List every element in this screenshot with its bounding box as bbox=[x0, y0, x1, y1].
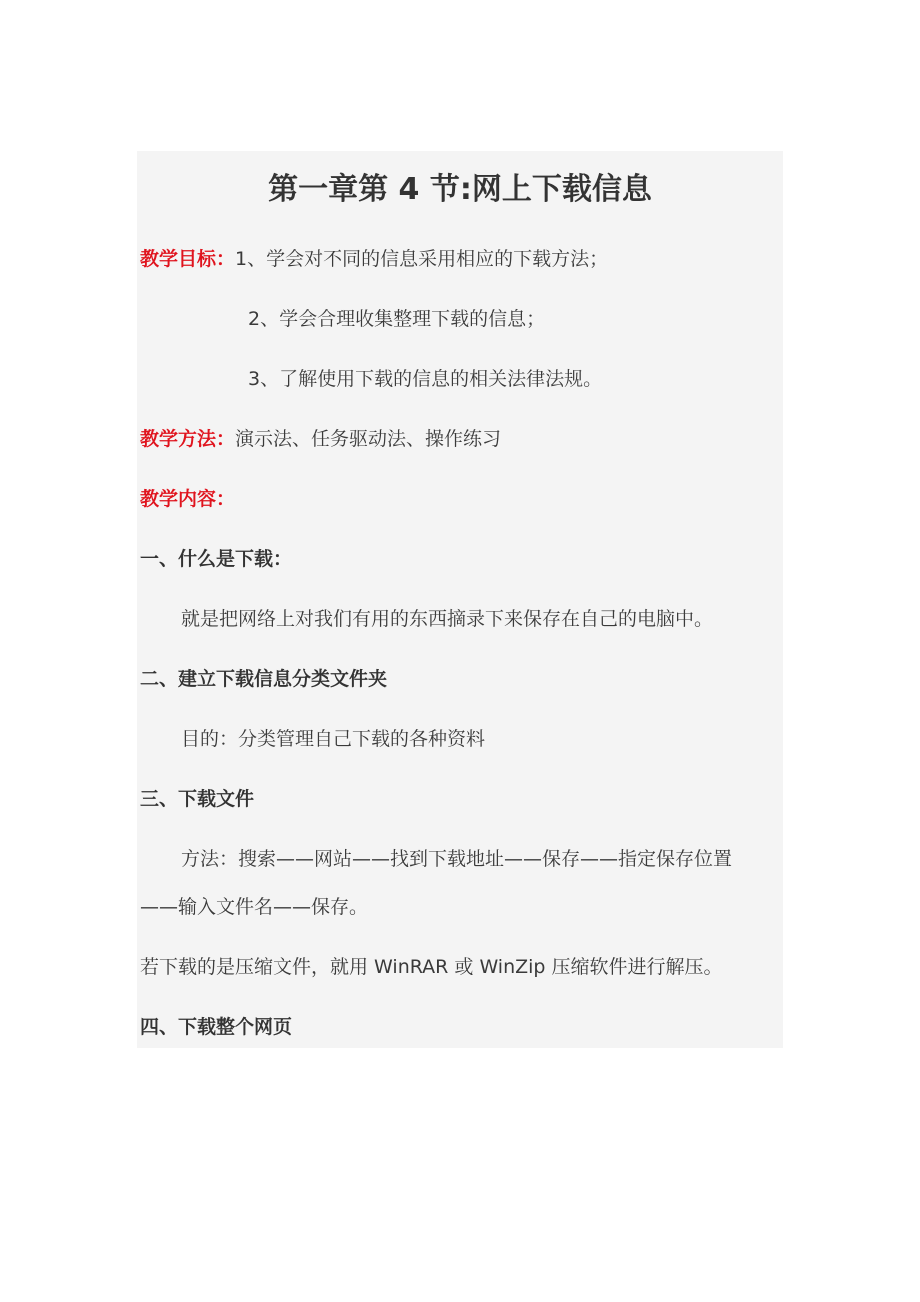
page-title: 第一章第 4 节:网上下载信息 bbox=[268, 172, 652, 207]
section-heading-3: 三、下载文件 bbox=[140, 788, 255, 810]
goals-line-1 bbox=[140, 245, 608, 273]
method-line bbox=[140, 425, 501, 453]
goal-item-1: 1、学会对不同的信息采用相应的下载方法； bbox=[235, 248, 609, 270]
method-label: 教学方法： bbox=[140, 428, 236, 450]
section-heading-4: 四、下载整个网页 bbox=[140, 1016, 293, 1038]
goal-item-2: 2、学会合理收集整理下载的信息； bbox=[248, 308, 546, 330]
section-body-3-line-2: ——输入文件名——保存。 bbox=[140, 896, 369, 918]
section-body-2: 目的：分类管理自己下载的各种资料 bbox=[181, 728, 486, 750]
goal-item-3: 3、了解使用下载的信息的相关法律法规。 bbox=[248, 368, 603, 390]
goals-label: 教学目标： bbox=[140, 248, 236, 270]
content-label: 教学内容： bbox=[140, 488, 236, 510]
section-body-1: 就是把网络上对我们有用的东西摘录下来保存在自己的电脑中。 bbox=[181, 608, 714, 630]
method-text: 演示法、任务驱动法、操作练习 bbox=[235, 428, 502, 450]
section-heading-2: 二、建立下载信息分类文件夹 bbox=[140, 668, 388, 690]
section-note-3: 若下载的是压缩文件，就用 WinRAR 或 WinZip 压缩软件进行解压。 bbox=[140, 956, 723, 978]
section-heading-1: 一、什么是下载： bbox=[140, 548, 293, 570]
section-body-3-line-1: 方法：搜索——网站——找到下载地址——保存——指定保存位置 bbox=[181, 848, 733, 870]
